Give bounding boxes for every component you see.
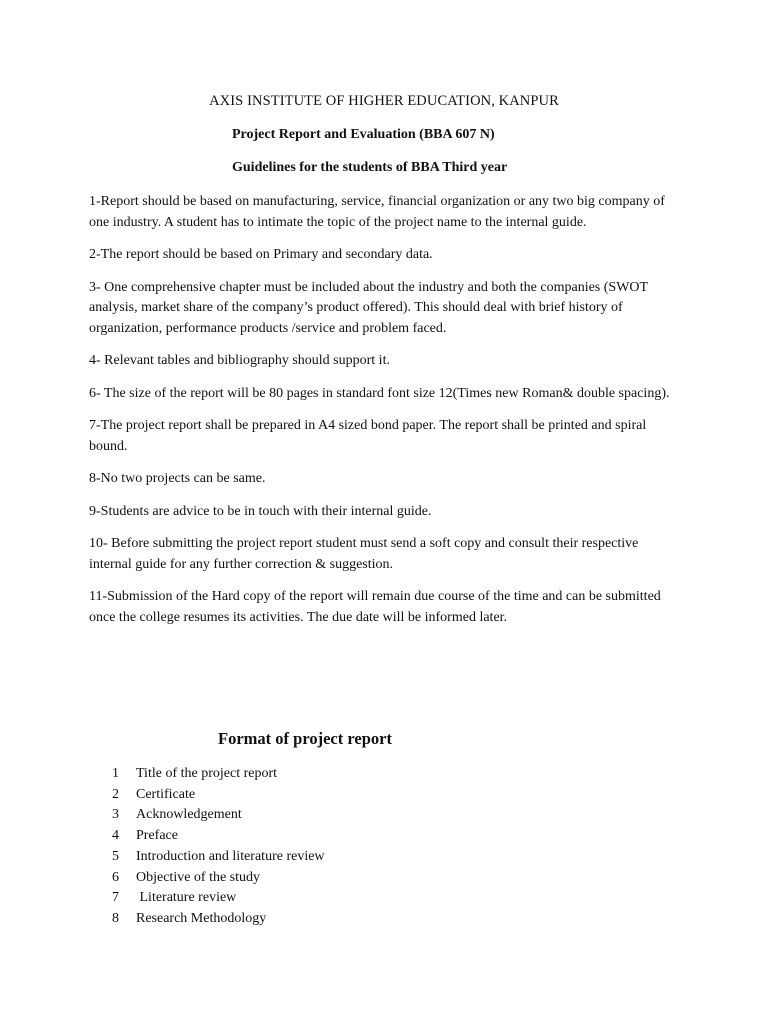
list-item-number: 3 xyxy=(112,807,119,823)
list-item-label: Introduction and literature review xyxy=(136,848,325,864)
guidelines-list xyxy=(89,192,674,640)
guideline-paragraph: 11-Submission of the Hard copy of the report will remain due course of the time and can be submitted once the college resumes its activities. The due date will be informed later. xyxy=(89,589,661,625)
list-item-number: 1 xyxy=(112,766,119,781)
list-item-number: 7 xyxy=(112,890,119,906)
guideline-paragraph: 9-Students are advice to be in touch with their internal guide. xyxy=(89,503,432,519)
list-item xyxy=(112,868,325,889)
guideline-paragraph: 7-The project report shall be prepared in A4 sized bond paper. The report shall be printed and spiral bound. xyxy=(89,418,647,454)
guideline-paragraph: 4- Relevant tables and bibliography should support it. xyxy=(89,353,390,368)
guideline-paragraph: 8-No two projects can be same. xyxy=(89,471,266,486)
institute-title: AXIS INSTITUTE OF HIGHER EDUCATION, KANPUR xyxy=(209,93,559,109)
list-item xyxy=(112,847,325,868)
list-item-label: Acknowledgement xyxy=(136,807,242,823)
list-item xyxy=(112,764,325,785)
list-item-label: Research Methodology xyxy=(136,910,267,926)
course-title: Project Report and Evaluation (BBA 607 N) xyxy=(232,127,495,142)
list-item-number: 6 xyxy=(112,869,119,885)
list-item xyxy=(112,909,325,930)
guideline-paragraph: 1-Report should be based on manufacturing, service, financial organization or any two big company of one industry. A student has to intimate the topic of the project name to the internal guide. xyxy=(89,194,665,230)
list-item-number: 5 xyxy=(112,848,119,864)
list-item-label: Certificate xyxy=(136,786,196,802)
list-item-number: 8 xyxy=(112,910,119,926)
guideline-paragraph: 2-The report should be based on Primary and secondary data. xyxy=(89,247,433,262)
list-item xyxy=(112,805,325,826)
guidelines-title: Guidelines for the students of BBA Third year xyxy=(232,160,508,175)
list-item xyxy=(112,785,325,806)
list-item-number: 4 xyxy=(112,828,119,844)
list-item-label: Preface xyxy=(136,828,178,844)
guideline-paragraph: 3- One comprehensive chapter must be included about the industry and both the companies (SWOT analysis, market share of the company’s product offered). This should deal with brief history of organization, performance products /service and problem faced. xyxy=(89,279,648,336)
list-item-number: 2 xyxy=(112,786,119,802)
list-item-label: Literature review xyxy=(136,890,237,906)
format-heading: Format of project report xyxy=(218,729,392,748)
list-item xyxy=(112,826,325,847)
list-item-label: Title of the project report xyxy=(136,766,278,781)
list-item xyxy=(112,888,325,909)
guideline-paragraph: 6- The size of the report will be 80 pages in standard font size 12(Times new Roman& double spacing). xyxy=(89,385,670,401)
format-list xyxy=(112,764,325,930)
list-item-label: Objective of the study xyxy=(136,869,261,885)
guideline-paragraph: 10- Before submitting the project report student must send a soft copy and consult their respective internal guide for any further correction & suggestion. xyxy=(89,536,639,572)
